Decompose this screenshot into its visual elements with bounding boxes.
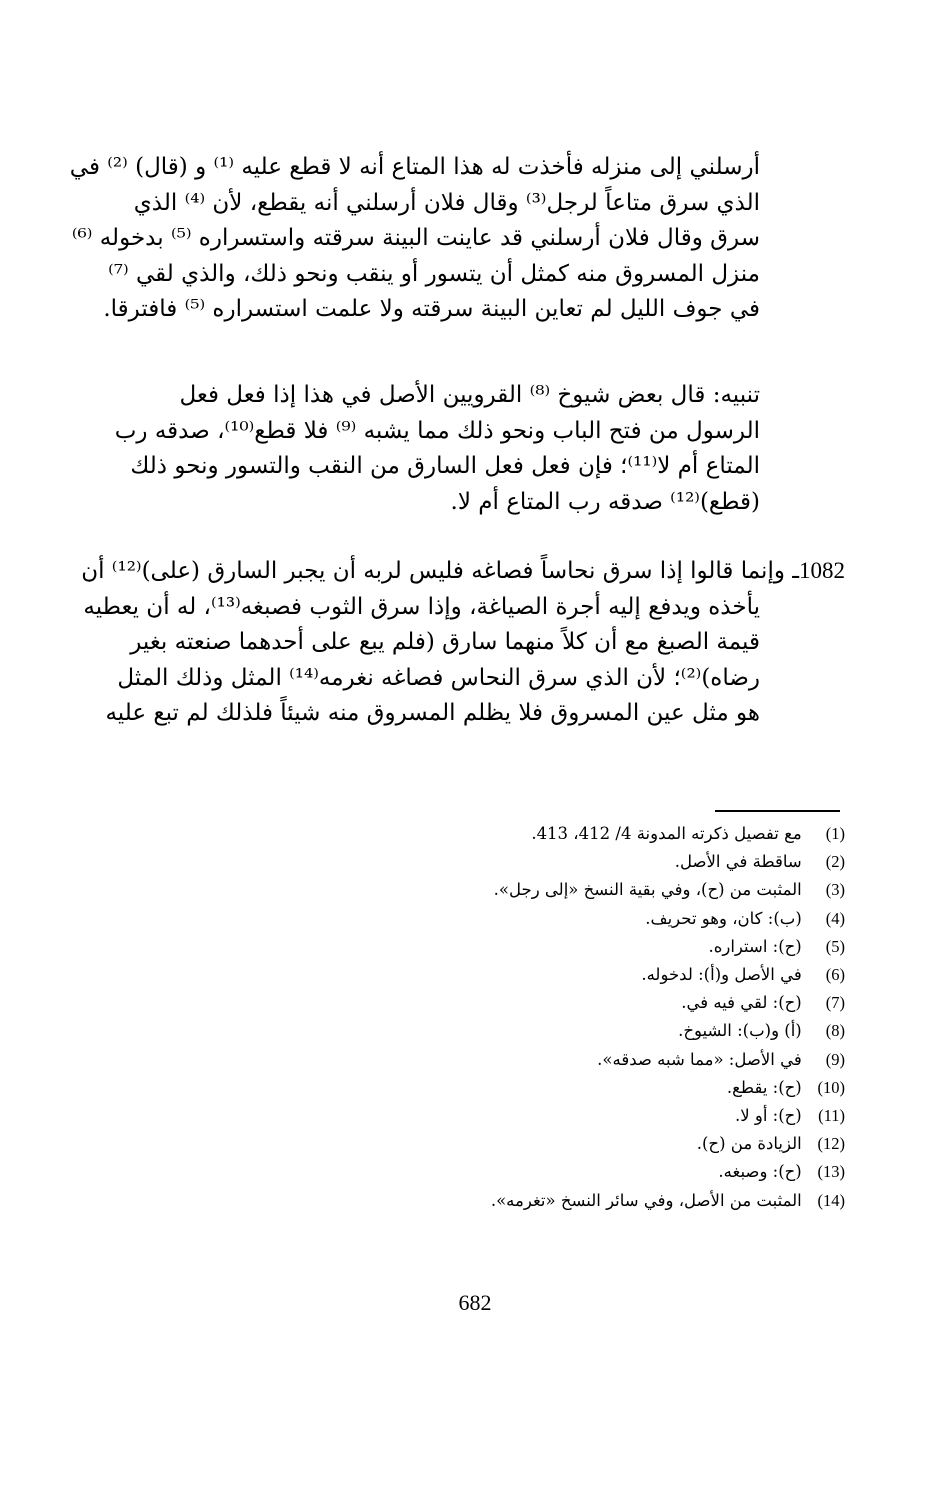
footnote-item <box>300 1074 845 1102</box>
footnote-number: (2) <box>825 852 845 872</box>
footnote-number: (11) <box>818 1106 845 1126</box>
footnote-text: في الأصل: «مما شبه صدقه». <box>597 1049 802 1069</box>
footnote-item <box>300 989 845 1017</box>
footnote-text: ساقطة في الأصل. <box>674 852 802 872</box>
footnote-number: (9) <box>825 1049 845 1069</box>
footnote-item <box>300 961 845 989</box>
footnote-number: (8) <box>825 1021 845 1041</box>
paragraph-3-entry <box>81 553 845 732</box>
footnote-number: (12) <box>817 1134 845 1154</box>
text-line: الذي سرق متاعاً لرجل⁽³⁾ وقال فلان أرسلني أنه يقطع، لأن ⁽⁴⁾ الذي <box>133 189 760 216</box>
footnote-item <box>300 1130 845 1158</box>
text-line: (قطع)⁽¹²⁾ صدقه رب المتاع أم لا. <box>450 488 760 515</box>
text-line: المتاع أم لا⁽¹¹⁾؛ فإن فعل فعل السارق من النقب والتسور ونحو ذلك <box>130 453 760 479</box>
text-line: سرق وقال فلان أرسلني قد عاينت البينة سرقته واستسراره ⁽⁵⁾ بدخوله ⁽⁶⁾ <box>71 225 760 251</box>
footnote-number: (1) <box>825 824 845 843</box>
footnote-item <box>300 1046 845 1074</box>
text-line: رضاه)⁽²⁾؛ لأن الذي سرق النحاس فصاغه نغرمه⁽¹⁴⁾ المثل وذلك المثل <box>117 664 760 691</box>
footnote-text: (ح): لقي فيه في. <box>681 993 802 1013</box>
text-line: يأخذه ويدفع إليه أجرة الصياغة، وإذا سرق الثوب فصبغه⁽¹³⁾، له أن يعطيه <box>83 593 760 620</box>
footnote-divider <box>715 810 840 812</box>
footnote-number: (14) <box>817 1190 845 1210</box>
footnote-item <box>300 848 845 876</box>
text-line: منزل المسروق منه كمثل أن يتسور أو ينقب ونحو ذلك، والذي لقي ⁽⁷⁾ <box>108 260 760 287</box>
footnote-item <box>300 1017 845 1045</box>
footnote-item <box>300 905 845 933</box>
footnote-number: (4) <box>825 908 845 928</box>
text-line: هو مثل عين المسروق فلا يظلم المسروق منه شيئاً فلذلك لم تبع عليه <box>105 700 760 726</box>
footnotes <box>300 820 845 1215</box>
paragraph-2-note <box>100 378 760 520</box>
footnote-number: (5) <box>825 936 845 956</box>
footnote-item <box>300 1158 845 1186</box>
footnote-item <box>300 876 845 904</box>
footnote-item <box>300 1187 845 1215</box>
footnote-number: (10) <box>817 1077 845 1097</box>
footnote-text: مع تفصيل ذكرته المدونة 4/ 412، 413. <box>531 824 802 843</box>
footnote-number: (7) <box>825 993 845 1013</box>
footnote-text: (أ) و(ب): الشيوخ. <box>678 1021 802 1041</box>
footnote-item <box>300 820 845 848</box>
footnote-text: في الأصل و(أ): لدخوله. <box>641 965 802 985</box>
text-line: تنبيه: قال بعض شيوخ ⁽⁸⁾ القرويين الأصل في هذا إذا فعل فعل <box>179 382 760 408</box>
footnote-text: الزيادة من (ح). <box>696 1134 802 1154</box>
text-line: أرسلني إلى منزله فأخذت له هذا المتاع أنه لا قطع عليه ⁽¹⁾ و (قال) ⁽²⁾ في <box>69 154 760 180</box>
footnote-text: المثبت من الأصل، وفي سائر النسخ «تغرمه». <box>490 1190 802 1210</box>
footnote-item <box>300 933 845 961</box>
footnote-text: (ح): أو لا. <box>734 1106 802 1126</box>
text-line-first <box>81 553 845 590</box>
footnote-text: (ح): وصبغه. <box>718 1162 802 1182</box>
entry-number: 1082 <box>799 558 845 583</box>
footnote-number: (13) <box>817 1162 845 1182</box>
footnote-number: (3) <box>825 880 845 900</box>
footnote-text: المثبت من (ح)، وفي بقية النسخ «إلى رجل». <box>493 880 802 900</box>
footnote-item <box>300 1102 845 1130</box>
page-number: 682 <box>458 1290 492 1315</box>
text-line: في جوف الليل لم تعاين البينة سرقته ولا علمت استسراره ⁽⁵⁾ فافترقا. <box>103 296 760 322</box>
text-line: الرسول من فتح الباب ونحو ذلك مما يشبه ⁽⁹⁾ فلا قطع⁽¹⁰⁾، صدقه رب <box>114 417 760 444</box>
text-line: قيمة الصبغ مع أن كلاً منهما سارق (فلم يبع على أحدهما صنعته بغير <box>130 629 760 655</box>
footnote-text: (ب): كان، وهو تحريف. <box>645 908 802 928</box>
paragraph-1 <box>69 150 760 328</box>
text-line: ـ وإنما قالوا إذا سرق نحاساً فصاغه فليس لربه أن يجبر السارق (على)⁽¹²⁾ أن <box>81 558 799 584</box>
footnote-number: (6) <box>825 965 845 985</box>
footnote-text: (ح): استراره. <box>708 936 802 956</box>
footnote-text: (ح): يقطع. <box>726 1077 802 1097</box>
